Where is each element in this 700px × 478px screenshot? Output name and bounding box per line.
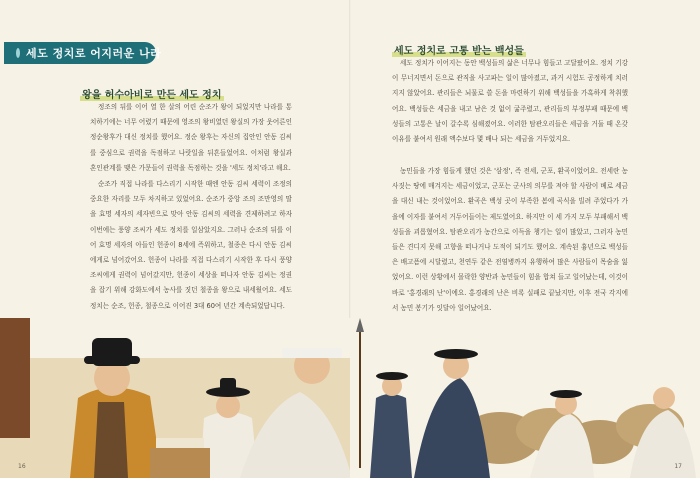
right-paragraph-2: 농민들을 가장 힘들게 했던 것은 '삼정', 즉 전세, 군포, 환곡이었어요. 전세란 농사짓는 땅에 매겨지는 세금이었고, 군포는 군사의 의무를 져야 할 사람이 베로 세금을 대신 내는 것이었어요. 환곡은 백성 곳이 부족한 봄에 곡식을 빌려 주었다가 가을에 이자를 붙여서 거두어들이는 제도였어요. 하지만 이 세 가지 모두 부패해서 백성들을 괴롭혔어요. 탐관오리가 농간으로 이득을 챙기는 일이 많았고, 그러자 농민들은 견디지 못해 고향을 떠나거나 도적이 되기도 했어요. 계속된 흉년으로 백성들은 배고픔에 시달렸고, 천연두 같은 전염병까지 유행하여 많은 사람들이 목숨을 잃었어요. 이런 상황에서 몰락한 양반과 농민들이 힘을 합쳐 들고 일어났는데, 이것이 바로 '홍경래의 난'이에요. 홍경래의 난은 비록 실패로 끝났지만, 이후 전국 각지에서 농민 봉기가 잇달아 일어났어요.	[392, 167, 628, 312]
section-bullet-icon	[16, 48, 20, 58]
left-illustration	[0, 318, 352, 478]
left-paragraph-2: 순조가 직접 나라를 다스리기 시작한 때엔 안동 김씨 세력이 조정의 중요한 자리를 모두 차지하고 있었어요. 순조가 중앙 조의 조만영의 딸을 효명 세자의 세자빈으로 맞아 안동 김씨의 세력을 견제하려고 하자 이번에는 풍양 조씨가 세도 정치를 일삼았지요. 그러나 순조의 뒤를 이어 효명 세자의 아들인 헌종이 8세에 즉위하고, 철종은 다시 안동 김씨에게로 넘어갔어요. 헌종이 나라를 직접 다스리기 시작한 후 다시 풍양 조씨에게 권력이 넘어갔지만, 헌종이 세상을 떠나자 안동 김씨는 정권을 잡기 위해 강화도에서 농사를 짓던 철종을 왕으로 내세웠어요. 세도 정치는 순조, 헌종, 철종으로 이어진 3대 60여 년간 계속되었답니다.	[90, 180, 292, 310]
right-heading-text: 세도 정치로 고통 받는 백성들	[394, 46, 524, 57]
left-paragraph-1: 정조의 뒤를 이어 열 한 살의 어린 순조가 왕이 되었지만 나라를 통치하기에는 너무 어렸기 때문에 영조의 왕비였던 왕실의 가장 웃어른인 정순왕후가 대신 정치를 했어요. 정순 왕후는 자신의 집안인 안동 김씨를 중심으로 권력을 독점하고 나랏일을 뒤흔들었어요. 이처럼 왕실과 혼인관계를 맺은 가문들이 권력을 독점하는 것을 '세도 정치'라고 해요.	[90, 103, 292, 172]
section-banner-title: 세도 정치로 어지러운 나라	[26, 47, 162, 60]
right-paragraph-1: 세도 정치가 이어지는 동안 백성들의 삶은 너무나 힘들고 고달팠어요. 정치 기강이 무너지면서 돈으로 관직을 사고파는 일이 많아졌고, 과거 시험도 공정하게 치러지지 않았어요. 관리들은 뇌물로 쓸 돈을 마련하기 위해 백성들을 가혹하게 착취했어요. 백성들은 세금을 내고 남은 것 없이 굶주렸고, 관리들의 부정부패 때문에 백성들의 고통은 날이 갈수록 심해졌어요. 이러한 탐관오리들은 세금을 거둘 때 온갖 이유를 붙여서 원래 액수보다 몇 배나 되는 세금을 거두었지요.	[392, 59, 628, 144]
left-heading	[80, 86, 224, 101]
section-banner	[4, 42, 162, 64]
left-heading-text: 왕을 허수아비로 만든 세도 정치	[82, 90, 222, 101]
right-page-number: 17	[674, 463, 682, 470]
right-illustration	[350, 318, 700, 478]
right-heading	[392, 42, 526, 57]
left-page-number: 16	[18, 463, 26, 470]
